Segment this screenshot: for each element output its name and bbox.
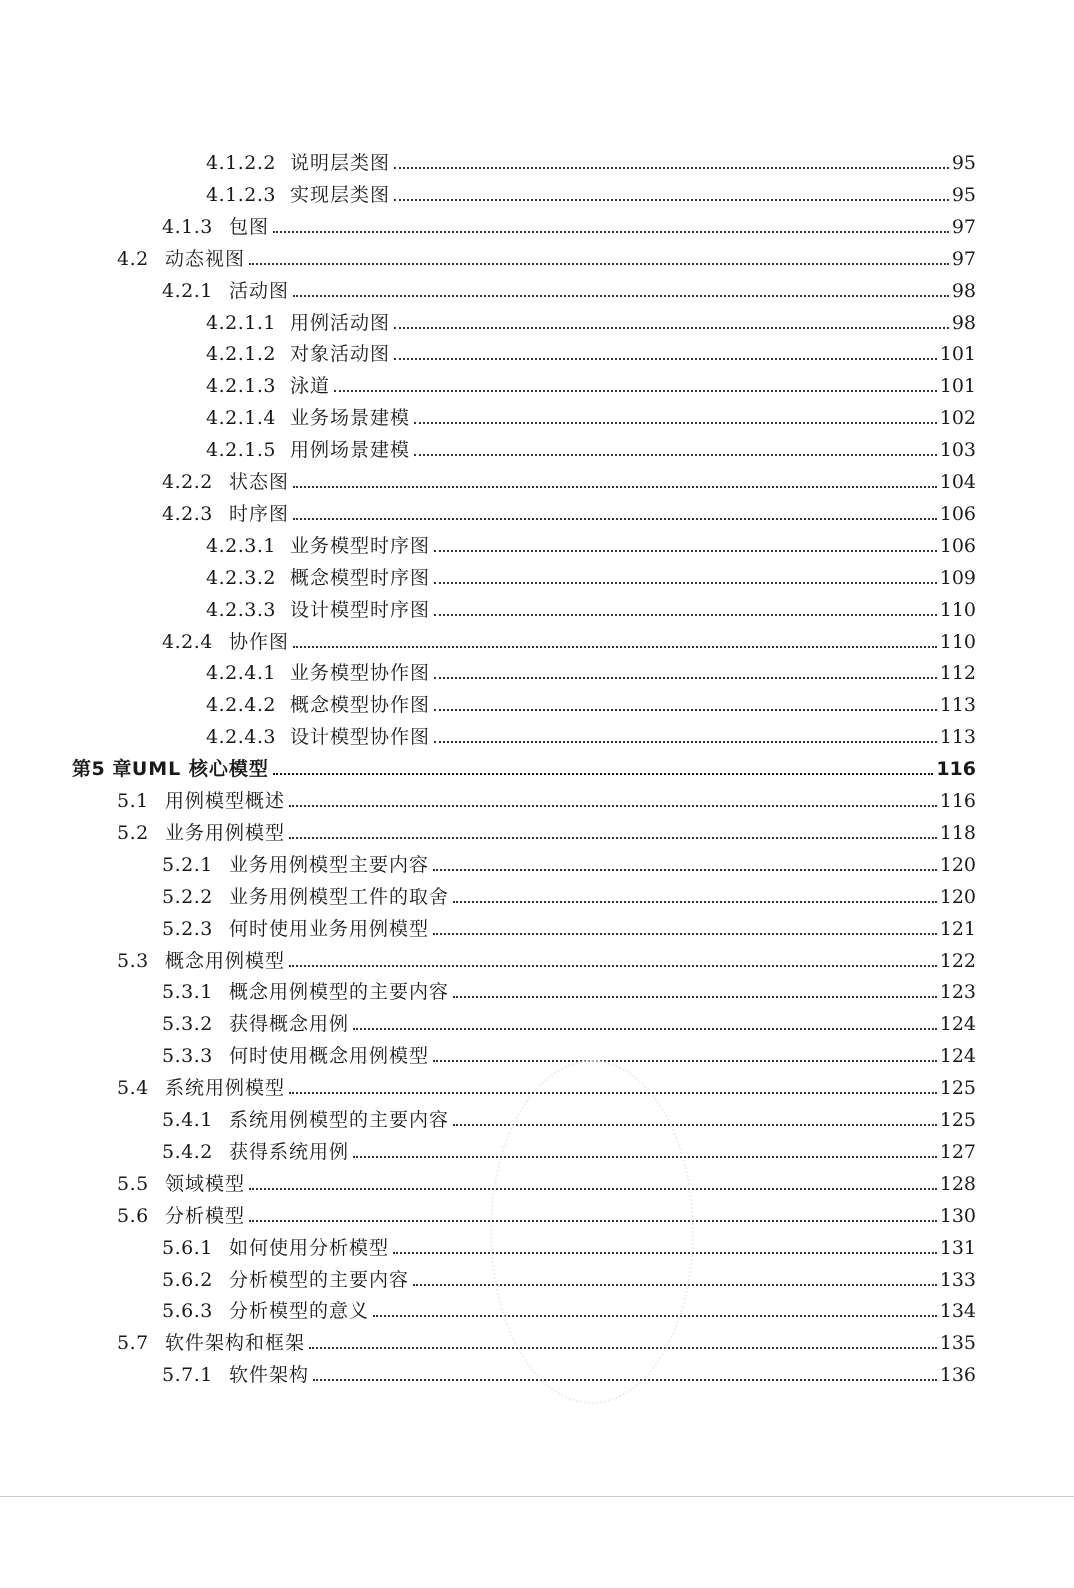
toc-entry-number: 5.3.1 [162,981,213,1004]
toc-entry[interactable] [162,206,976,238]
toc-entry-title: 业务用例模型工件的取舍 [229,885,450,908]
toc-entry-number: 5.5 [117,1172,149,1195]
toc-entry-page: 135 [939,1332,976,1355]
toc-entry-number: 5.2.3 [162,917,213,940]
dot-leader [394,199,949,201]
toc-entry-number: 4.2.3.2 [206,566,276,589]
toc-entry-title: 概念模型协作图 [290,694,431,717]
toc-entry-number: 4.2.3.3 [206,598,276,621]
toc-entry-page: 110 [939,598,976,621]
toc-entry-page: 101 [939,343,976,366]
toc-entry-title: 业务模型协作图 [290,662,431,685]
dot-leader [433,1060,937,1062]
toc-entry[interactable] [206,652,976,684]
toc-entry[interactable] [162,971,976,1003]
toc-entry-number: 5.4.2 [162,1140,213,1163]
toc-entry-page: 95 [951,183,976,206]
toc-entry[interactable] [206,429,976,461]
toc-entry-title: 概念用例模型的主要内容 [229,981,450,1004]
toc-entry-number: 第5 章 [72,758,132,781]
dot-leader [394,327,949,329]
toc-entry-page: 124 [939,1013,976,1036]
toc-entry-title: 系统用例模型 [165,1077,286,1100]
toc-entry-title: 获得系统用例 [229,1140,350,1163]
dot-leader [433,933,937,935]
toc-entry-page: 125 [939,1077,976,1100]
toc-entry-page: 102 [939,407,976,430]
toc-entry[interactable] [206,365,976,397]
toc-entry-page: 120 [939,853,976,876]
dot-leader [453,996,937,998]
toc-entry-page: 103 [939,439,976,462]
toc-entry-page: 104 [939,471,976,493]
dot-leader [273,231,949,233]
toc-entry-number: 4.2.4.1 [206,662,276,685]
toc-entry-number: 5.4.1 [162,1109,213,1131]
dot-leader [353,1028,937,1030]
toc-entry-number: 5.1 [117,790,149,812]
toc-entry-title: 活动图 [229,279,290,302]
toc-entry[interactable] [162,270,976,302]
toc-entry-page: 131 [939,1236,976,1259]
toc-entry-number: 4.2.2 [162,471,213,493]
toc-entry-page: 116 [939,790,976,812]
toc-entry-title: 何时使用概念用例模型 [229,1045,430,1068]
toc-entry-title: 概念用例模型 [165,949,286,972]
toc-entry-page: 121 [939,917,976,940]
dot-leader [273,773,933,775]
toc-entry[interactable] [206,174,976,206]
toc-entry-page: 109 [939,566,976,589]
page-edge-line [0,1496,1074,1497]
toc-entry-page: 124 [939,1045,976,1068]
toc-entry-page: 106 [939,534,976,557]
dot-leader [293,518,937,520]
dot-leader [293,486,937,488]
toc-entry[interactable] [162,461,976,493]
toc-entry[interactable] [162,876,976,908]
toc-entry[interactable] [162,844,976,876]
toc-entry[interactable] [206,302,976,334]
toc-entry-number: 4.2.1.5 [206,439,276,462]
dot-leader [434,677,937,679]
toc-entry-title: 软件架构和框架 [165,1332,306,1355]
toc-entry-title: 用例场景建模 [290,439,411,462]
toc-entry[interactable] [72,748,976,780]
toc-entry-number: 4.2 [117,247,149,270]
toc-entry-number: 5.7.1 [162,1364,213,1387]
toc-entry-title: 分析模型 [165,1204,246,1227]
dot-leader [434,709,937,711]
toc-entry-title: 协作图 [229,630,290,653]
toc-entry-title: 设计模型时序图 [290,598,431,621]
toc-entry[interactable] [117,940,976,972]
toc-entry-number: 5.2.2 [162,885,213,908]
toc-entry-title: 状态图 [229,471,290,493]
dot-leader [289,805,937,807]
toc-entry-number: 5.6.1 [162,1236,213,1259]
toc-entry-page: 134 [939,1300,976,1323]
toc-entry-page: 113 [939,726,976,749]
dot-leader [289,965,937,967]
toc-entry-number: 4.1.3 [162,215,213,238]
toc-entry-page: 112 [939,662,976,685]
dot-leader [414,454,937,456]
toc-entry[interactable] [206,557,976,589]
toc-entry-page: 98 [951,279,976,302]
toc-entry[interactable] [206,333,976,365]
toc-entry-number: 4.2.1.4 [206,407,276,430]
toc-entry-page: 125 [939,1109,976,1131]
dot-leader [293,295,949,297]
toc-entry-title: 何时使用业务用例模型 [229,917,430,940]
toc-entry[interactable] [206,716,976,748]
toc-entry-number: 4.2.4.3 [206,726,276,749]
toc-entry-number: 4.2.1.1 [206,311,276,334]
dot-leader [289,837,937,839]
toc-entry-number: 5.3.2 [162,1013,213,1036]
toc-entry-title: 概念模型时序图 [290,566,431,589]
toc-entry-number: 5.6.2 [162,1268,213,1291]
toc-entry-page: 130 [939,1204,976,1227]
toc-entry-page: 118 [939,821,976,844]
toc-entry-page: 97 [951,215,976,238]
toc-entry[interactable] [206,589,976,621]
toc-entry-page: 133 [939,1268,976,1291]
toc-entry-number: 4.2.1.2 [206,343,276,366]
toc-entry-title: 用例活动图 [290,311,391,334]
toc-entry[interactable] [206,684,976,716]
toc-entry[interactable] [117,780,976,812]
toc-entry-page: 123 [939,981,976,1004]
dot-leader [334,390,937,392]
dot-leader [453,901,937,903]
toc-entry-number: 5.2 [117,821,149,844]
toc-entry-page: 106 [939,502,976,525]
toc-entry-page: 127 [939,1140,976,1163]
dot-leader [433,869,937,871]
toc-entry-title: 领域模型 [165,1172,246,1195]
toc-entry[interactable] [162,621,976,653]
toc-entry[interactable] [206,397,976,429]
toc-entry-page: 136 [939,1364,976,1387]
toc-entry[interactable] [206,525,976,557]
toc-entry[interactable] [117,812,976,844]
toc-entry-title: 业务模型时序图 [290,534,431,557]
toc-entry-title: 分析模型的意义 [229,1300,370,1323]
toc-entry-title: 软件架构 [229,1364,310,1387]
dot-leader [293,646,937,648]
dot-leader [414,422,937,424]
toc-entry-title: 业务用例模型主要内容 [229,853,430,876]
toc-entry-number: 5.3.3 [162,1045,213,1068]
toc-entry-number: 4.2.4 [162,630,213,653]
toc-entry-title: 系统用例模型的主要内容 [229,1109,450,1131]
toc-entry-title: 动态视图 [165,247,246,270]
toc-entry[interactable] [162,1035,976,1067]
toc-entry-title: 用例模型概述 [165,790,286,812]
dot-leader [249,263,949,265]
toc-entry[interactable] [162,908,976,940]
dot-leader [394,358,937,360]
dot-leader [434,550,937,552]
toc-entry-title: 获得概念用例 [229,1013,350,1036]
toc-entry-page: 98 [951,311,976,334]
toc-entry[interactable] [117,238,976,270]
dot-leader [434,614,937,616]
toc-entry-number: 5.6.3 [162,1300,213,1323]
toc-entry[interactable] [162,1003,976,1035]
toc-entry-number: 5.3 [117,949,149,972]
toc-entry-title: 时序图 [229,502,290,525]
toc-entry-title: UML 核心模型 [131,758,269,781]
toc-entry-number: 5.7 [117,1332,149,1355]
toc-entry-page: 122 [939,949,976,972]
toc-entry-number: 5.4 [117,1077,149,1100]
toc-entry-title: 业务场景建模 [290,407,411,430]
toc-entry-title: 设计模型协作图 [290,726,431,749]
toc-entry-number: 4.2.3.1 [206,534,276,557]
toc-entry-title: 业务用例模型 [165,821,286,844]
toc-entry-page: 110 [939,630,976,653]
toc-entry-page: 120 [939,885,976,908]
toc-entry[interactable] [162,493,976,525]
toc-entry-title: 说明层类图 [290,152,391,174]
toc-entry[interactable] [206,142,976,174]
toc-entry-page: 101 [939,375,976,398]
toc-entry-page: 113 [939,694,976,717]
toc-entry-title: 包图 [229,215,270,238]
toc-entry-number: 4.2.4.2 [206,694,276,717]
toc-entry-page: 116 [936,758,976,781]
toc-entry-title: 泳道 [290,375,331,398]
toc-entry-number: 5.2.1 [162,853,213,876]
toc-entry-number: 5.6 [117,1204,149,1227]
faint-stamp-watermark [490,1060,694,1404]
toc-entry-title: 如何使用分析模型 [229,1236,390,1259]
toc-entry-number: 4.2.1.3 [206,375,276,398]
dot-leader [434,582,937,584]
toc-entry-title: 实现层类图 [290,183,391,206]
toc-entry-title: 对象活动图 [290,343,391,366]
toc-entry-page: 97 [951,247,976,270]
toc-entry-page: 128 [939,1172,976,1195]
toc-entry-number: 4.1.2.2 [206,152,276,174]
dot-leader [394,167,949,169]
toc-entry-number: 4.1.2.3 [206,183,276,206]
dot-leader [434,741,937,743]
toc-entry-title: 分析模型的主要内容 [229,1268,410,1291]
toc-entry-page: 95 [951,152,976,174]
toc-entry-number: 4.2.1 [162,279,213,302]
toc-entry-number: 4.2.3 [162,502,213,525]
